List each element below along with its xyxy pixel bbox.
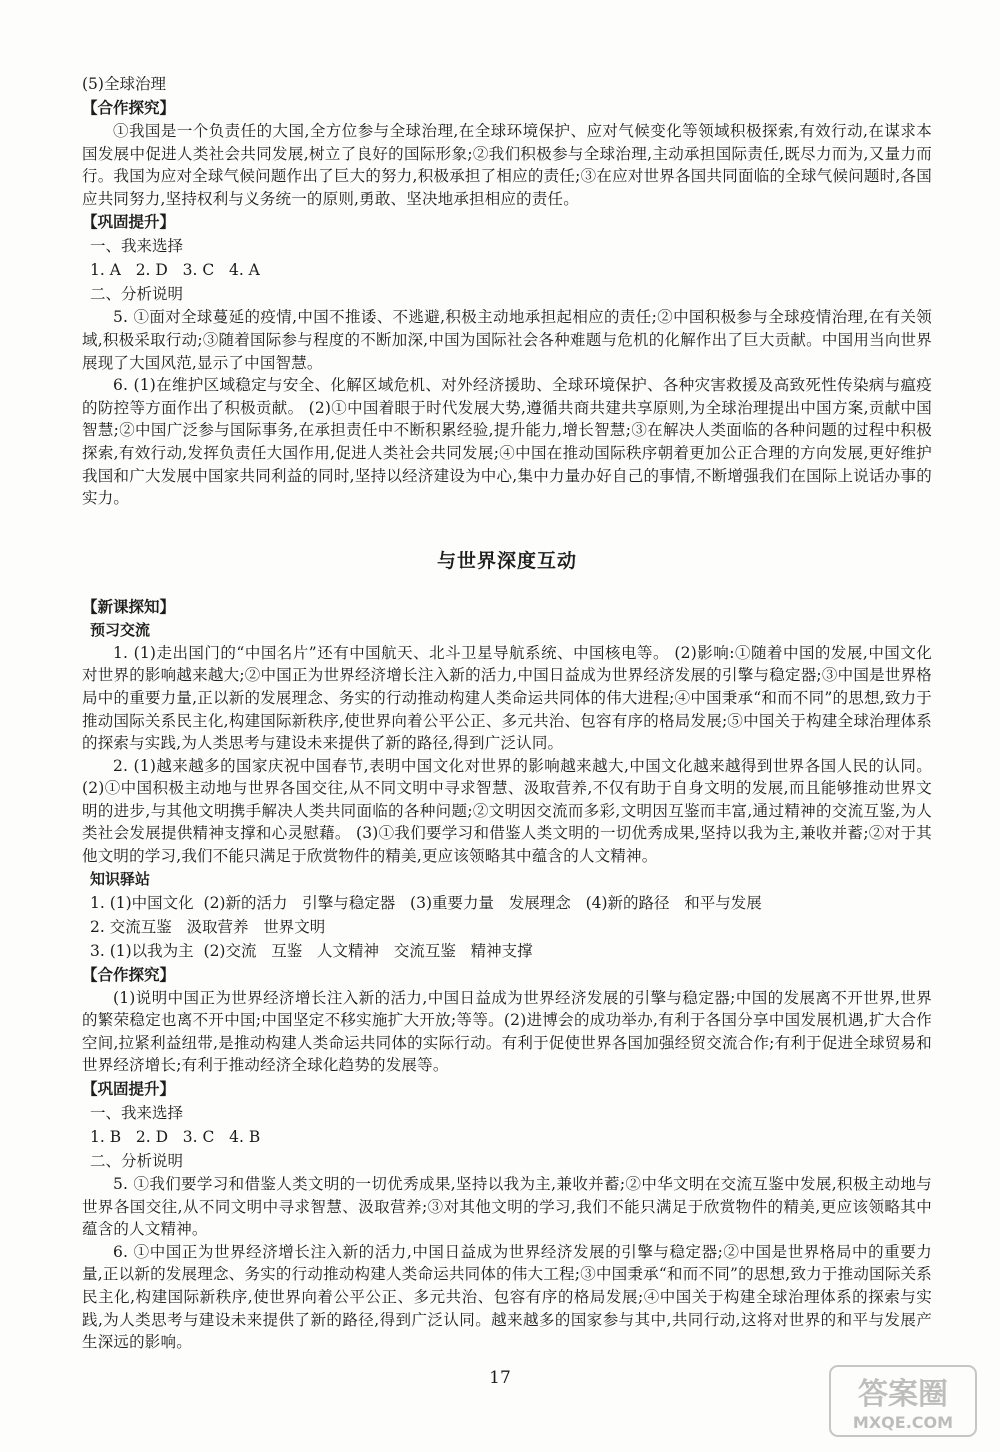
choice-heading: 一、我来选择 bbox=[90, 237, 184, 256]
answer-q6: 6. (1)在维护区域稳定与安全、化解区域危机、对外经济援助、全球环境保护、各种灾害救援及高致死性传染病与瘟疫的防控等方面作出了积极贡献。 (2)①中国着眼于时代发展大势,遵循共商共建共享原则,为全球治理提出中国方案,贡献中国智慧;②中国广泛参与国际事务,在承担责任中不断积累经验,提升能力,增长智慧;③在解决人类面临的各种问题的过程中积极探索,有效行动,发挥负责任大国作用,促进人类社会共同发展;④中国在推动国际秩序朝着更加公正合理的方向发展,更好维护我国和广大发展中国家共同利益的同时,坚持以经济建设为中心,集中力量办好自己的事情,不断增强我们在国际上说话办事的实力。 bbox=[82, 376, 932, 508]
cooperative-inquiry-tag-2: 【合作探究】 bbox=[82, 965, 176, 984]
page-content bbox=[82, 72, 932, 1354]
consolidation-tag-2: 【巩固提升】 bbox=[82, 1080, 176, 1099]
knowledge-station-heading: 知识驿站 bbox=[90, 869, 151, 888]
choice-answers-2: 1. B 2. D 3. C 4. B bbox=[90, 1128, 261, 1147]
watermark-text: 答案圈 bbox=[858, 1377, 948, 1412]
preview-answer-1: 1. (1)走出国门的“中国名片”还有中国航天、北斗卫星导航系统、中国核电等。 (2)影响:①随着中国的发展,中国文化对世界的影响越来越大;②中国正为世界经济增长注入新的活力,中国日益成为世界经济发展的引擎与稳定器;③中国是世界格局中的重要力量,正以新的发展理念、务实的行动推动构建人类命运共同体的伟大进程;④中国秉承“和而不同”的思想,致力于推动国际关系民主化,构建国际新秩序,使世界向着公平公正、多元共治、包容有序的格局发展;⑤中国关于构建全球治理体系的探索与实践,为人类思考与建设未来提供了新的路径,得到广泛认同。 bbox=[82, 643, 932, 753]
lesson-title: 与世界深度互动 bbox=[436, 549, 577, 572]
knowledge-item-1: 1. (1)中国文化 (2)新的活力 引擎与稳定器 (3)重要力量 发展理念 (4)新的路径 和平与发展 bbox=[90, 893, 762, 912]
preview-heading: 预习交流 bbox=[90, 620, 151, 639]
answer-q6-2: 6. ①中国正为世界经济增长注入新的活力,中国日益成为世界经济发展的引擎与稳定器;②中国是世界格局中的重要力量,正以新的发展理念、务实的行动推动构建人类命运共同体的伟大工程;③中国秉承“和而不同”的思想,致力于推动国际关系民主化,构建国际新秩序,使世界向着公平公正、多元共治、包容有序的格局发展;④中国关于构建全球治理体系的探索与实践,为人类思考与建设未来提供了新的路径,得到广泛认同。越来越多的国家参与其中,共同行动,这将对世界的和平与发展产生深远的影响。 bbox=[82, 1242, 932, 1352]
cooperative-inquiry-answer-2: (1)说明中国正为世界经济增长注入新的活力,中国日益成为世界经济发展的引擎与稳定器;中国的发展离不开世界,世界的繁荣稳定也离不开中国;中国坚定不移实施扩大开放;等等。(2)进博会的成功举办,有利于各国分享中国发展机遇,扩大合作空间,拉紧利益纽带,是推动构建人类命运共同体的实际行动。有利于促使世界各国加强经贸交流合作;有利于促进全球贸易和世界经济增长;有利于推动经济全球化趋势的发展等。 bbox=[82, 988, 932, 1075]
preview-answer-2: 2. (1)越来越多的国家庆祝中国春节,表明中国文化对世界的影响越来越大,中国文化越来越得到世界各国人民的认同。 (2)①中国积极主动地与世界各国交往,从不同文明中寻求智慧、汲取营养,不仅有助于自身文明的发展,而且能够推动世界文明的进步,与其他文明携手解决人类共同面临的各种问题;②文明因交流而多彩,文明因互鉴而丰富,通过精神的交流互鉴,为人类社会发展提供精神支撑和心灵慰藉。 (3)①我们要学习和借鉴人类文明的一切优秀成果,坚持以我为主,兼收并蓄;②对于其他文明的学习,我们不能只满足于欣赏物件的精美,更应该领略其中蕴含的人文精神。 bbox=[82, 756, 932, 866]
page-number: 17 bbox=[489, 1368, 511, 1388]
watermark-url: MXQE.COM bbox=[852, 1413, 954, 1432]
analysis-heading-2: 二、分析说明 bbox=[90, 1152, 184, 1171]
answer-q5: 5. ①面对全球蔓延的疫情,中国不推诿、不逃避,积极主动地承担起相应的责任;②中国积极参与全球疫情治理,在有关领域,积极采取行动;③随着国际参与程度的不断加深,中国为国际社会各种难题与危机的化解作出了巨大贡献。中国用当向世界展现了大国风范,显示了中国智慧。 bbox=[82, 308, 932, 372]
cooperative-inquiry-answer: ①我国是一个负责任的大国,全方位参与全球治理,在全球环境保护、应对气候变化等领域积极探索,有效行动,在谋求本国发展中促进人类社会共同发展,树立了良好的国际形象;②我们积极参与全球治理,主动承担国际责任,既尽力而为,又量力而行。我国为应对全球气候问题作出了巨大的努力,积极承担了相应的责任;③在应对世界各国共同面临的全球气候问题时,各国应共同努力,坚持权利与义务统一的原则,勇敢、坚决地承担相应的责任。 bbox=[82, 122, 932, 208]
knowledge-item-2: 2. 交流互鉴 汲取营养 世界文明 bbox=[90, 917, 326, 936]
consolidation-tag: 【巩固提升】 bbox=[82, 213, 176, 232]
choice-heading-2: 一、我来选择 bbox=[90, 1104, 184, 1123]
knowledge-item-3: 3. (1)以我为主 (2)交流 互鉴 人文精神 交流互鉴 精神支撑 bbox=[90, 941, 533, 960]
answer-q5-2: 5. ①我们要学习和借鉴人类文明的一切优秀成果,坚持以我为主,兼收并蓄;②中华文明在交流互鉴中发展,积极主动地与世界各国交往,从不同文明中寻求智慧、汲取营养;③对其他文明的学习,我们不能只满足于欣赏物件的精美,更应该领略其中蕴含的人文精神。 bbox=[82, 1175, 932, 1239]
analysis-heading: 二、分析说明 bbox=[90, 285, 184, 304]
choice-answers: 1. A 2. D 3. C 4. A bbox=[90, 261, 260, 280]
new-lesson-tag: 【新课探知】 bbox=[82, 597, 176, 616]
cooperative-inquiry-tag: 【合作探究】 bbox=[82, 99, 176, 117]
watermark-logo bbox=[828, 1364, 978, 1438]
section-heading-global-governance: (5)全球治理 bbox=[82, 75, 166, 93]
